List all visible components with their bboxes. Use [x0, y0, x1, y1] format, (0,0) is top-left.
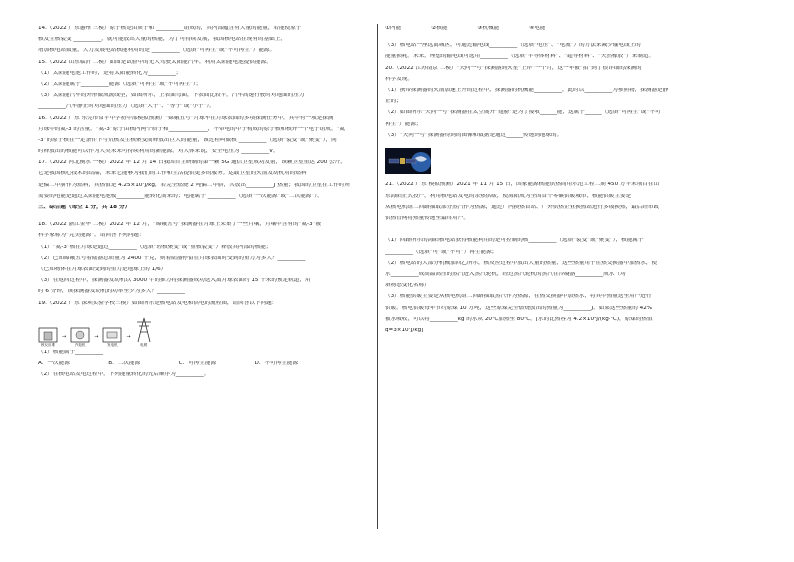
option-nuclear-energy: ②核能 — [431, 26, 448, 31]
section-heading: 三、综合题（每空 1 分，共 18 分） — [38, 205, 131, 210]
text-line: 被水吸收，可以将__________kg 的水从 20℃加热至 80℃。[水的比热容为 4.2×10³J/(kg·℃)，原煤的热值 — [385, 316, 653, 322]
text-line: __________（选填“可”或“不可”）再生能源； — [385, 249, 498, 255]
text-line: （1）携带探测器的火箭加速上升的过程中，探测器的机械能__________，此时以__________为参照物，探测器是静 — [385, 87, 669, 93]
text-line: （1）核能属于__________ — [38, 349, 104, 355]
option-d: D．不可再生能源 — [254, 360, 298, 366]
reactor-box — [38, 325, 58, 348]
text-line: 止的； — [385, 99, 402, 105]
right-column — [385, 26, 753, 339]
text-line: 月球中的氦-3 的含量，“氦-3”原子由核内两个质子和______________，不带电的中子构成的原子核和核外一个电子组成。“氦 — [38, 126, 345, 132]
option-c: C．可再生能源 — [178, 360, 217, 366]
text-line: （2）核电站的大部分机械加回乙所示，核反应过程中放出大量的热量，这些热量用于在热交换器中加热水，使 — [385, 260, 658, 266]
grid-box — [135, 317, 153, 348]
turbine-icon — [70, 325, 90, 343]
turbine-box — [70, 325, 90, 348]
arrow-right-icon: → — [62, 333, 67, 340]
blank-line — [385, 227, 753, 238]
tianwen-probe-image — [385, 148, 431, 174]
text-line: 16.（2022 广东 东莞市常平中学初中部模拟预测）“嫦娥五号”月球车在月球表面的多项探测任务中，其中有一项是探测 — [38, 115, 334, 121]
text-line: 供热管网将热量传递至最终用户。 — [385, 216, 469, 222]
q19-options — [38, 361, 298, 372]
text-line: （3）在返回过程中，探测器发动机以 3000 牛的推力将探测器成功送入离月球表面约 15 千米的预定轨道，用 — [38, 278, 311, 284]
text-line: -3”的原子核在一定条件下与氘核发生核聚变而释放出巨大的能量，该过程叫做核 __________（选填“裂变”或“聚变”），同 — [38, 137, 337, 143]
energy-options — [385, 26, 753, 37]
text-line: 再生”）能源； — [385, 121, 422, 127]
text-line: q=3×10⁷J/kg] — [385, 327, 424, 333]
diagram-label: 电网 — [140, 343, 148, 348]
text-line: 时 6 分钟，该探测器发动机的功率至少为多大？__________ — [38, 289, 185, 295]
generator-box — [102, 325, 122, 348]
text-line: （2）已知嫦娥五号着陆器总质量为 2400 千克，则着陆器停留在月球表面时受到的重力为多大？__________ — [38, 255, 306, 261]
text-line: （1）“氦-3”核在月球是通过__________（选填“轻核聚变”或“重核裂变”）释放其内部的核能； — [38, 244, 272, 250]
text-line: 能量损耗。未来，理想的输电线可选用__________（选填“半导体材料”、“超导材料”、“天然橡胶”）来制造。 — [385, 54, 655, 60]
text-line: 14.（2022 广东惠州 三模）原子核是由质子和 __________组成的，其内部蕴含有大量的能量，若能使原子 — [38, 26, 302, 31]
text-line: 它是我国核心技术的结晶，未来它能够为我们的工作和生活提供更多的服务。运载卫星的火箭发动机用的燃料 — [38, 171, 307, 177]
text-line: 18.（2022 浙江金华 二模）2022 年 12 月，“嫦娥五号”探测器在月球上采集了一些月壤，月壤中含有的“氦-3”被 — [38, 222, 322, 228]
text-line: 20.（2022 江苏南京 二模）“天问一号”探测器到火星“上岸”一个月，这一年被“拍”到了很详细的深测的 — [385, 65, 642, 71]
text-line: 从核电机组二回路抽取部分蒸汽作为热源，通过厂内换热首站、厂外供热企业换热站进行多级换热，最后经市政 — [385, 204, 660, 210]
power-plant-flow-diagram — [38, 314, 371, 348]
text-line: 17.（2022 河北衡水 一模）2022 年 12 月 14 日我国自主研制的第一颗 5G 通信卫星成功发射，该颗卫星重达 200 公斤， — [38, 160, 346, 166]
option-b: B．二次能源 — [108, 360, 141, 366]
text-line: __________汽车静止时对地面的压力（选填“大于”、“等于”或“小于”）。 — [38, 104, 215, 110]
left-column — [38, 26, 371, 383]
text-line: （2）在核电站发电过程中，下列能量转化的先后顺序为__________。 — [38, 372, 210, 378]
power-tower-icon — [135, 317, 153, 343]
text-line: （1）太阳能电池工作时，是将太阳能转化为__________； — [38, 70, 182, 76]
text-line: （3）太阳能汽车的外形做成流线型，如图所示，上表面弯曲，下表面比较平，汽车高速行驶时对地面的压力 — [38, 93, 305, 99]
column-divider — [377, 24, 378, 529]
generator-icon — [102, 325, 122, 343]
arrow-right-icon: → — [94, 333, 99, 340]
text-line: （2）如图所示“天问一号”探测器在太空展开“翅膀”是为了接收______能，这属于______（选填“可再生”或“不可 — [385, 110, 661, 116]
text-line: 时释放出的核能可以作为人类未来可持续利用的新能源。对人体来说，安全电压为 __________V。 — [38, 149, 279, 155]
text-line: 核发生核裂变 __________，就可能放出大量的核能，为了可持续发展，我国核电站在现有的基础上， — [38, 37, 286, 43]
text-line: （1）回路所示的海阳核电站获得核能利用的是可控制的核__________（选填“裂变”或“聚变”），核能属于 — [385, 238, 644, 244]
reactor-icon — [38, 325, 58, 343]
arrow-right-icon: → — [126, 333, 131, 340]
text-line: 需要的电能是通过太阳能电池板__________能转化而来的；电能属于 __________（选填“一次能源”或“二次能源”）。 — [38, 193, 323, 199]
diagram-label: 核反应堆 — [41, 343, 55, 348]
diagram-label: 汽轮机 — [74, 343, 86, 348]
diagram-label: 发电机 — [107, 343, 118, 348]
text-line: 是偏二甲肼作为燃料，其热值是 4.25×10⁷J/kg，若完全燃烧 2 吨偏二甲肼，共放出__________J 热量；我国的卫星在工作时所 — [38, 182, 351, 188]
text-line: 东海阳正式投产，利用核电站发电的余热供暖，使海阳成为全国首个零碳供暖城市，核能供暖主要是 — [385, 193, 632, 199]
text-line: 供暖。核电供暖每年节约原煤 10 万吨，这些原煤完全燃烧放出的热量为__________J。如果这些热量的 42% — [385, 305, 653, 311]
text-line: 增加核电站数量，大力发展电站核能利用的是 __________（选填“可再生”或“不可再生”）能源。 — [38, 48, 276, 54]
text-line: （2）太阳能属于__________能源（选填“可再生”或“不可再生”）； — [38, 81, 202, 87]
text-line: 21.（2022 广东 模拟预测）2021 年 11 月 15 日，国家能源核能供热商用示范工程二期 450 万平米项目在山 — [385, 182, 660, 188]
text-line: （3）“天问一号”探测器得到的图像和数据是通过______传递到地球的。 — [385, 132, 563, 138]
text-line: （已知物体在月球表面受到的重力是地球上的 1/6） — [38, 266, 167, 272]
text-line: 科学家称为“完美能源”。请回答下列问题： — [38, 233, 145, 239]
text-line: （3）核能供暖主要是从核电机组二回路抽取蒸汽作为热源，在热交换器中加热水，将其中热量送至用户进行 — [385, 294, 652, 300]
text-line: 15.（2022 山东临沂 二模）如图是试验中的无人驾驶太阳能汽车，利用太阳能电池提供能源。 — [38, 59, 272, 65]
text-line: 水__________成高温高压的蒸汽进入蒸汽轮机，经过蒸汽轮机的蒸汽在冷凝器__________成水（均 — [385, 271, 626, 277]
option-electric-energy: ④电能 — [529, 26, 546, 31]
text-line: （3）核电站一座远离城区，可通过输电线__________（选填“电压”、“电流”）的方法来减少输电线上的 — [385, 43, 641, 49]
option-internal-energy: ①内能 — [385, 26, 402, 31]
option-mechanical-energy: ③机械能 — [477, 26, 500, 31]
option-a: A．一次能源 — [38, 360, 70, 366]
text-line: 填物态变化名称） — [385, 283, 430, 289]
text-line: 19.（2022 广东 深圳实验学校三模）如图所示是核电站发电和供电的流程图，请回答以下问题： — [38, 300, 278, 306]
text-line: 科学发现。 — [385, 76, 413, 82]
